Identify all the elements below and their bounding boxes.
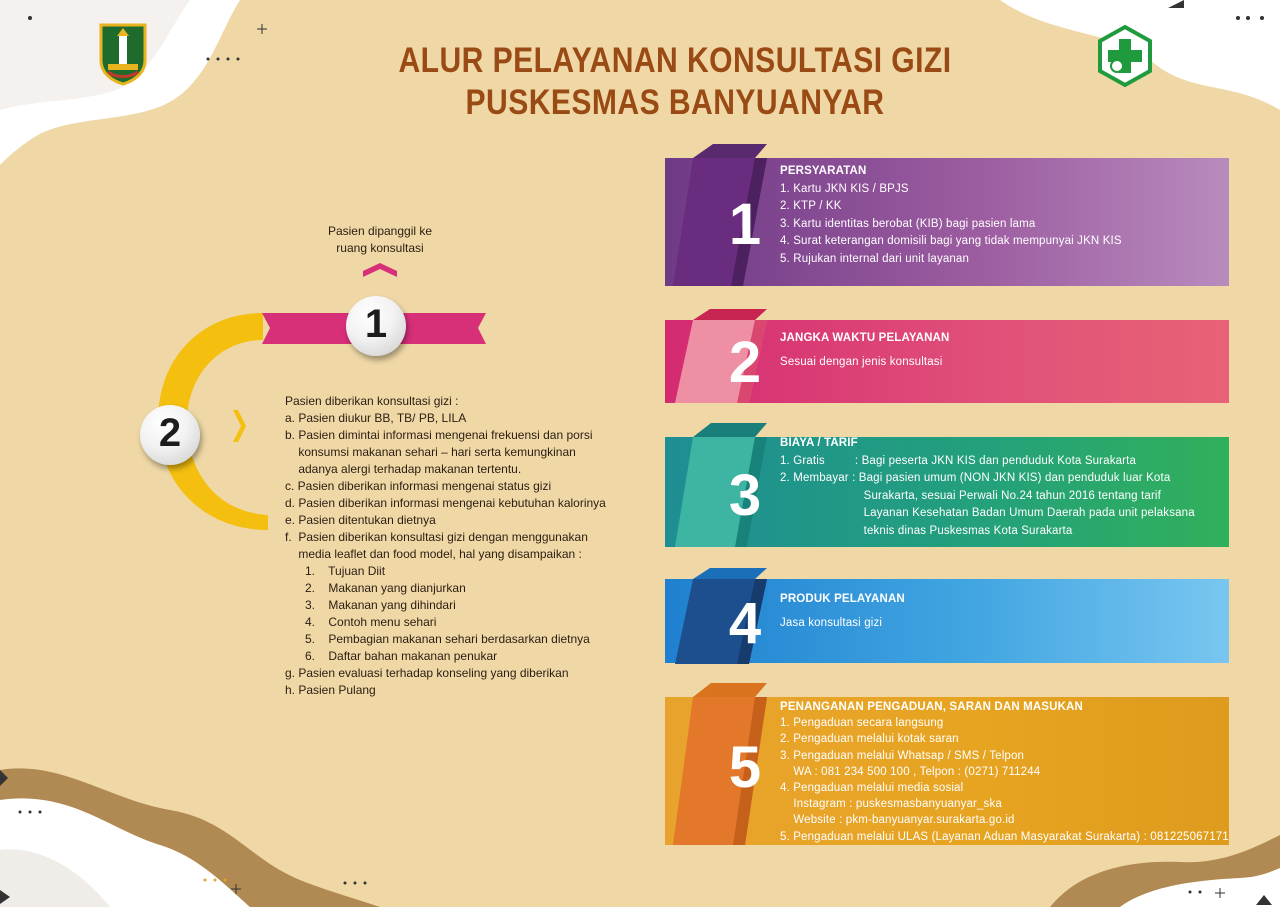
step2-line: 2. Makanan yang dianjurkan — [285, 581, 466, 595]
card-line: 1. Gratis : Bagi peserta JKN KIS dan penduduk Kota Surakarta — [780, 454, 1137, 467]
step1-ball — [346, 296, 406, 356]
step2-line: d. Pasien diberikan informasi mengenai kebutuhan kalorinya — [285, 496, 606, 510]
step2-line: 3. Makanan yang dihindari — [285, 598, 456, 612]
step2-line: 5. Pembagian makanan sehari berdasarkan dietnya — [285, 632, 590, 646]
step1-number: 1 — [364, 302, 388, 346]
step2-line: f. Pasien diberikan konsultasi gizi dengan menggunakan — [285, 530, 588, 544]
card-number: 4 — [728, 591, 762, 656]
step1-caption-line: Pasien dipanggil ke — [327, 224, 433, 238]
step2-line: adanya alergi terhadap makanan tertentu. — [285, 462, 522, 476]
card-line: 1. Pengaduan secara langsung — [780, 717, 944, 730]
step2-line: 1. Tujuan Diit — [285, 564, 386, 578]
step2-line: h. Pasien Pulang — [285, 683, 376, 697]
step2-details — [285, 393, 625, 699]
card-line: 3. Pengaduan melalui Whatsap / SMS / Telpon — [780, 749, 1025, 762]
card-line: Surakarta, sesuai Perwali No.24 tahun 2016 tentang tarif — [780, 489, 1161, 502]
step2-line: 4. Contoh menu sehari — [285, 615, 437, 629]
title-line-2: PUSKESMAS BANYUANYAR — [465, 83, 885, 122]
card-biaya-tarif — [665, 437, 1229, 547]
card-line: 2. KTP / KK — [780, 200, 842, 212]
step1-caption — [300, 223, 460, 257]
card-pengaduan — [665, 697, 1229, 845]
card-jangka-waktu — [665, 320, 1229, 403]
step2-line: b. Pasien dimintai informasi mengenai frekuensi dan porsi — [285, 428, 593, 442]
card-line: 5. Pengaduan melalui ULAS (Layanan Aduan Masyarakat Surakarta) : 081225067171 — [780, 830, 1229, 843]
card-line: 2. Membayar : Bagi pasien umum (NON JKN KIS) dan penduduk luar Kota — [780, 472, 1171, 484]
card-number: 5 — [728, 735, 762, 800]
card-line: teknis dinas Puskesmas Kota Surakarta — [780, 524, 1073, 537]
card-number: 2 — [728, 330, 762, 395]
card-heading: PERSYARATAN — [780, 165, 867, 177]
card-line: 4. Pengaduan melalui media sosial — [780, 782, 964, 795]
card-persyaratan — [665, 158, 1229, 286]
card-line: 3. Kartu identitas berobat (KIB) bagi pasien lama — [780, 217, 1036, 230]
step2-line: 6. Daftar bahan makanan penukar — [285, 649, 498, 663]
card-produk-pelayanan — [665, 579, 1229, 663]
card-line: 5. Rujukan internal dari unit layanan — [780, 252, 970, 265]
card-line: 1. Kartu JKN KIS / BPJS — [780, 182, 909, 195]
card-heading: BIAYA / TARIF — [780, 437, 858, 449]
card-number: 1 — [728, 192, 762, 257]
card-heading: PRODUK PELAYANAN — [780, 593, 905, 605]
card-line: 4. Surat keterangan domisili bagi yang tidak mempunyai JKN KIS — [780, 235, 1122, 247]
card-line: 2. Pengaduan melalui kotak saran — [780, 733, 959, 746]
card-line: Sesuai dengan jenis konsultasi — [780, 355, 943, 368]
step2-line: c. Pasien diberikan informasi mengenai status gizi — [285, 479, 552, 493]
card-line: Instagram : puskesmasbanyuanyar_ska — [780, 798, 1002, 811]
title-line-1: ALUR PELAYANAN KONSULTASI GIZI — [398, 41, 952, 80]
card-line: Layanan Kesehatan Badan Umum Daerah pada unit pelaksana — [780, 507, 1195, 519]
card-number: 3 — [728, 463, 762, 528]
step2-line: g. Pasien evaluasi terhadap konseling yang diberikan — [285, 666, 569, 680]
step2-number: 2 — [158, 411, 182, 455]
card-heading: JANGKA WAKTU PELAYANAN — [780, 332, 950, 344]
step2-line: media leaflet dan food model, hal yang disampaikan : — [285, 547, 582, 561]
card-line: Website : pkm-banyuanyar.surakarta.go.id — [780, 814, 1015, 827]
step2-line: Pasien diberikan konsultasi gizi : — [285, 394, 459, 408]
step1-caption-line: ruang konsultasi — [336, 241, 424, 255]
step2-line: a. Pasien diukur BB, TB/ PB, LILA — [285, 411, 467, 425]
step2-ball — [140, 405, 200, 465]
card-line: Jasa konsultasi gizi — [780, 616, 883, 629]
card-heading: PENANGANAN PENGADUAN, SARAN DAN MASUKAN — [780, 701, 1083, 713]
puskesmas-logo-icon — [1097, 24, 1153, 88]
step2-line: e. Pasien ditentukan dietnya — [285, 513, 436, 527]
step2-line: konsumsi makanan sehari – hari serta kemungkinan — [285, 445, 576, 459]
card-line: WA : 081 234 500 100 , Telpon : (0271) 711244 — [780, 765, 1041, 778]
